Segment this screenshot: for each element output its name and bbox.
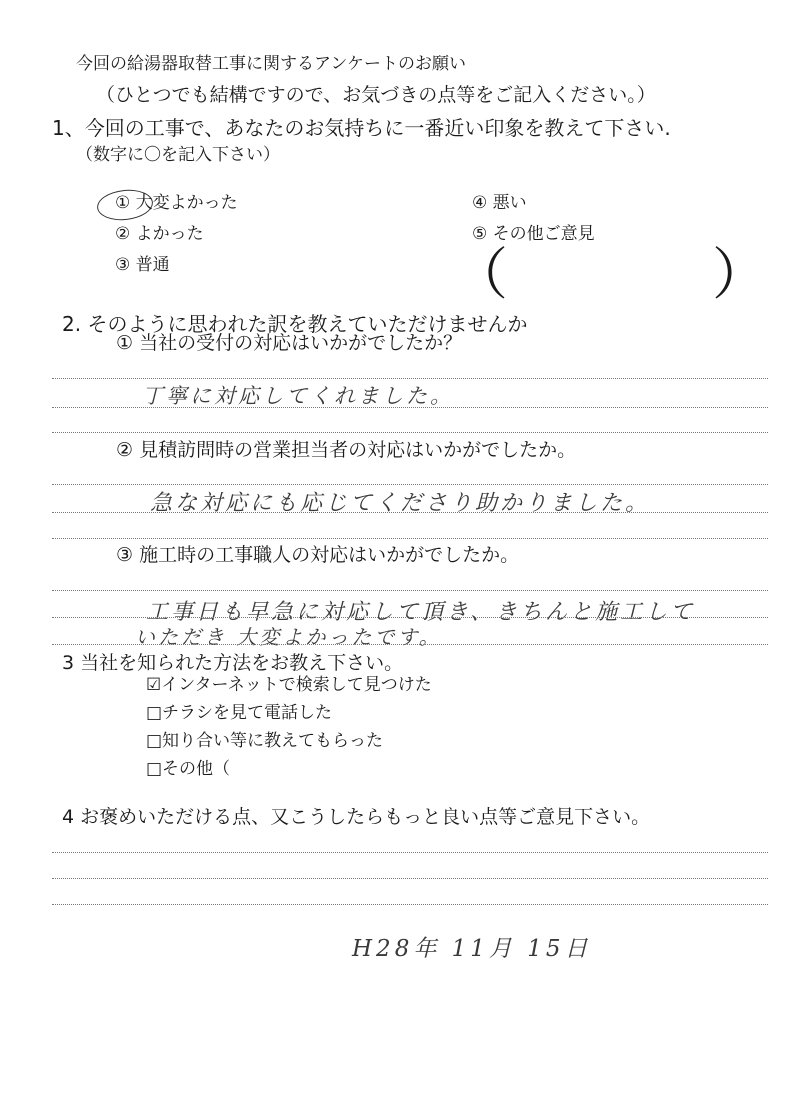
q1-other-close-paren: ） [712,243,768,308]
q2-answer3-line1: 工事日も早急に対応して頂き、きちんと施工して [146,600,696,625]
q3-option-internet: ☑インターネットで検索して見つけた [146,675,432,695]
answer-line [52,378,768,379]
answer-line [52,852,768,853]
answer-line [52,878,768,879]
q3-question: 3 当社を知られた方法をお教え下さい。 [62,652,404,674]
survey-subtitle: （ひとつでも結構ですので、お気づきの点等をご記入ください。） [96,84,656,106]
q1-other-open-paren: （ [452,243,508,308]
answer-line [52,407,768,408]
survey-title: 今回の給湯器取替工事に関するアンケートのお願い [76,54,466,74]
q3-option-other: □その他（ [146,759,231,779]
q2-answer3-line2: いただき 大変よかったです。 [135,625,442,649]
q2-answer2: 急な対応にも応じてくださり助かりました。 [150,491,651,516]
answer-line [52,538,768,539]
q1-option-2: ② よかった [115,224,204,244]
q1-option-4: ④ 悪い [472,193,527,213]
q2-sub2: ② 見積訪問時の営業担当者の対応はいかがでしたか。 [116,439,577,461]
q3-option-flyer: □チラシを見て電話した [146,703,333,723]
answer-line [52,432,768,433]
q3-option-acquaintance: □知り合い等に教えてもらった [146,731,384,751]
q1-option-3: ③ 普通 [115,255,170,275]
q2-answer1: 丁寧に対応してくれました。 [142,384,454,408]
answer-line [52,904,768,905]
q1-option-5: ⑤ その他ご意見 [472,224,595,244]
q2-sub1: ① 当社の受付の対応はいかがでしたか？ [116,332,463,354]
q4-question: 4 お褒めいただける点、又こうしたらもっと良い点等ご意見下さい。 [62,806,651,828]
q1-instruction: （数字に〇を記入下さい） [76,145,280,165]
survey-date: H28年 11月 15日 [352,936,592,962]
answer-line [52,484,768,485]
q1-option-1: ① 大変よかった [115,193,238,213]
answer-line [52,590,768,591]
q2-sub3: ③ 施工時の工事職人の対応はいかがでしたか。 [116,544,520,566]
q1-question: 1、今回の工事で、あなたのお気持ちに一番近い印象を教えて下さい. [52,116,671,140]
answer-line [52,644,768,645]
q2-question: 2. そのように思われた訳を教えていただけませんか [62,312,528,336]
answer-line [52,512,768,513]
answer-line [52,617,768,618]
